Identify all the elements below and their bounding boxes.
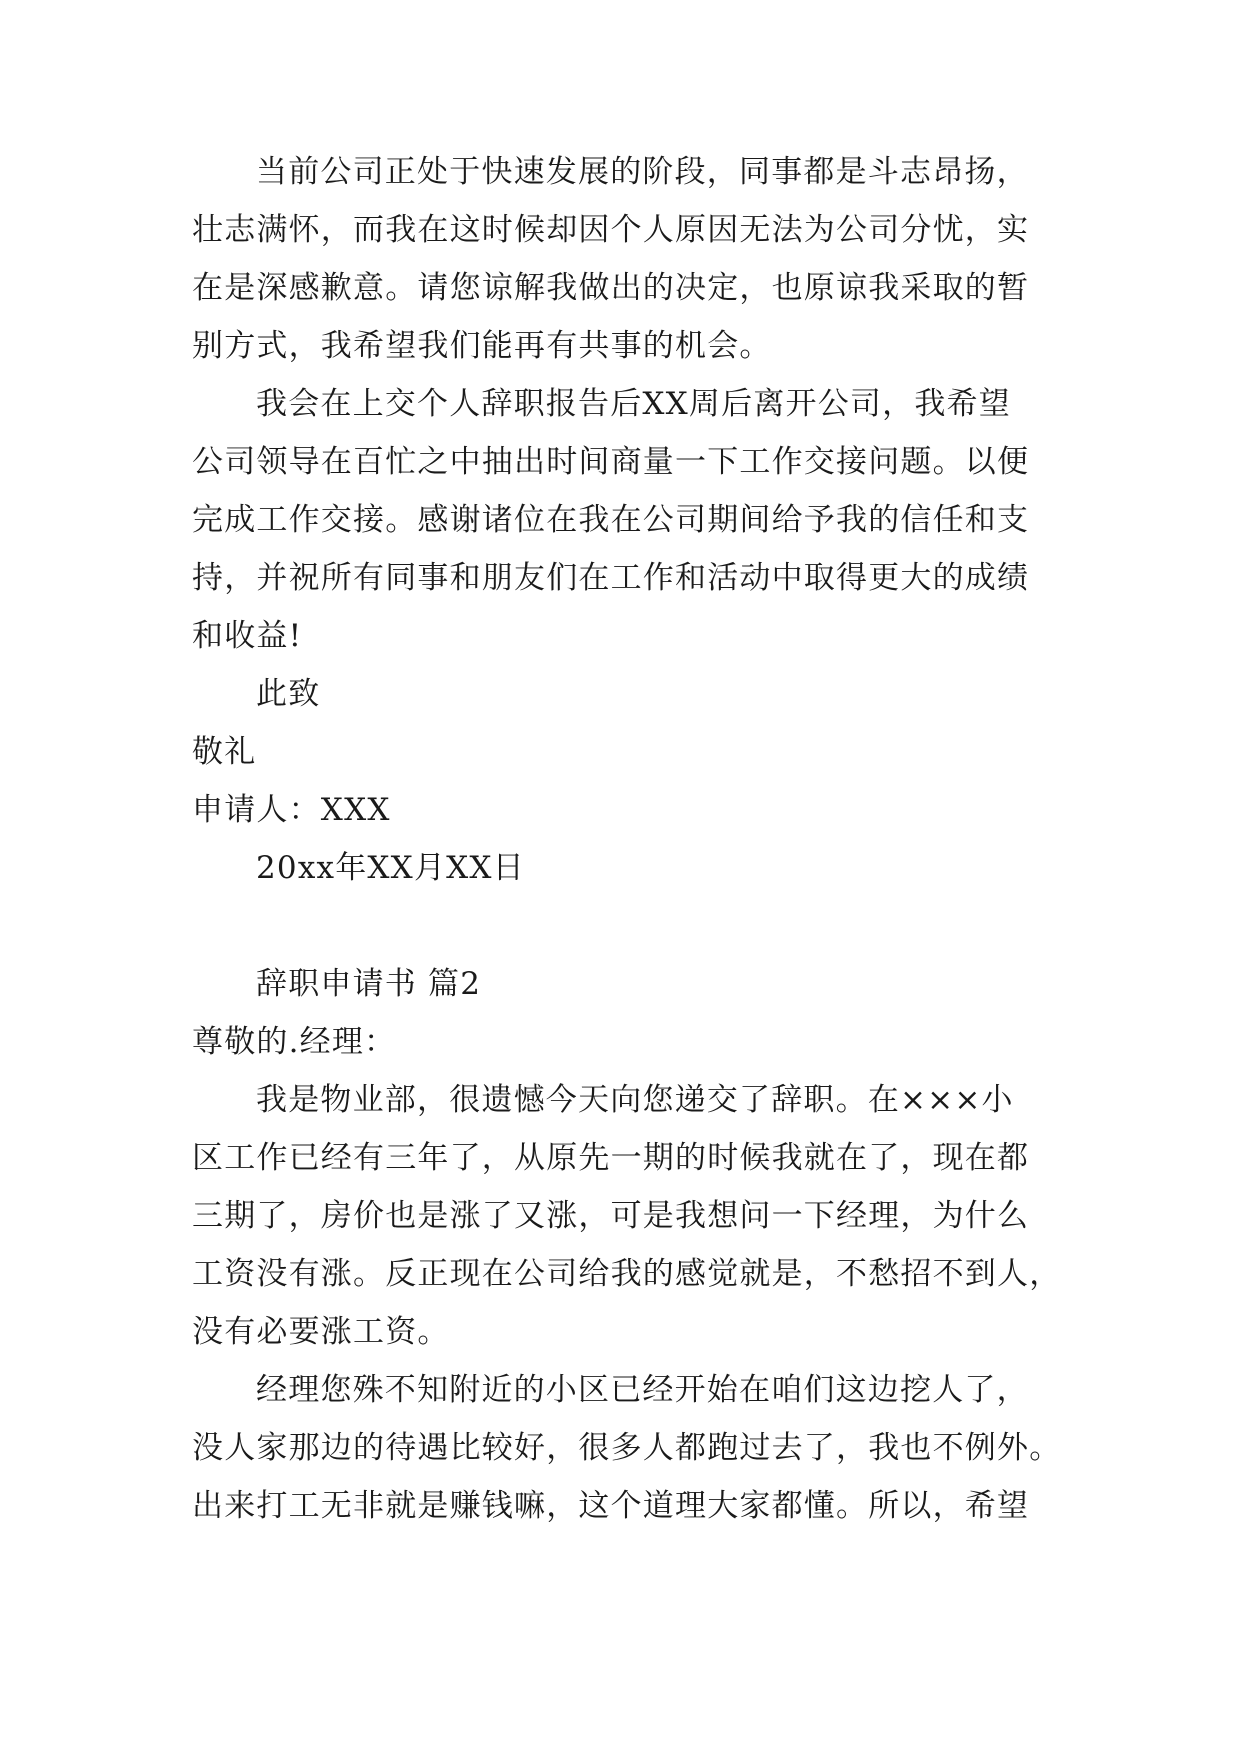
paragraph-line: 当前公司正处于快速发展的阶段，同事都是斗志昂扬， (256, 154, 1029, 190)
letter-date: 20xx年XX月XX日 (256, 850, 525, 886)
paragraph-line: 三期了，房价也是涨了又涨，可是我想问一下经理，为什么 (192, 1198, 1030, 1234)
paragraph-line: 公司领导在百忙之中抽出时间商量一下工作交接问题。以便 (192, 444, 1030, 480)
paragraph-line: 在是深感歉意。请您谅解我做出的决定，也原谅我采取的暂 (192, 270, 1030, 306)
greeting: 尊敬的.经理： (192, 1024, 397, 1060)
paragraph-line: 工资没有涨。反正现在公司给我的感觉就是，不愁招不到人， (192, 1256, 1062, 1292)
paragraph-line: 我是物业部，很遗憾今天向您递交了辞职。在×××小 (256, 1082, 1014, 1118)
paragraph-line: 我会在上交个人辞职报告后XX周后离开公司，我希望 (256, 386, 1011, 422)
closing-regards: 敬礼 (192, 734, 257, 770)
closing-salutation: 此致 (256, 676, 321, 712)
paragraph-line: 壮志满怀，而我在这时候却因个人原因无法为公司分忧，实 (192, 212, 1030, 248)
paragraph-line: 没有必要涨工资。 (192, 1314, 450, 1350)
paragraph-line: 出来打工无非就是赚钱嘛，这个道理大家都懂。所以，希望 (192, 1488, 1030, 1524)
paragraph-line: 区工作已经有三年了，从原先一期的时候我就在了，现在都 (192, 1140, 1030, 1176)
section-title: 辞职申请书 篇2 (256, 966, 482, 1002)
paragraph-line: 和收益! (192, 618, 303, 654)
paragraph-line: 持，并祝所有同事和朋友们在工作和活动中取得更大的成绩 (192, 560, 1030, 596)
paragraph-line: 别方式，我希望我们能再有共事的机会。 (192, 328, 772, 364)
applicant-name: 申请人：XXX (192, 792, 391, 828)
paragraph-line: 完成工作交接。感谢诸位在我在公司期间给予我的信任和支 (192, 502, 1030, 538)
paragraph-line: 经理您殊不知附近的小区已经开始在咱们这边挖人了， (256, 1372, 1029, 1408)
paragraph-line: 没人家那边的待遇比较好，很多人都跑过去了，我也不例外。 (192, 1430, 1062, 1466)
